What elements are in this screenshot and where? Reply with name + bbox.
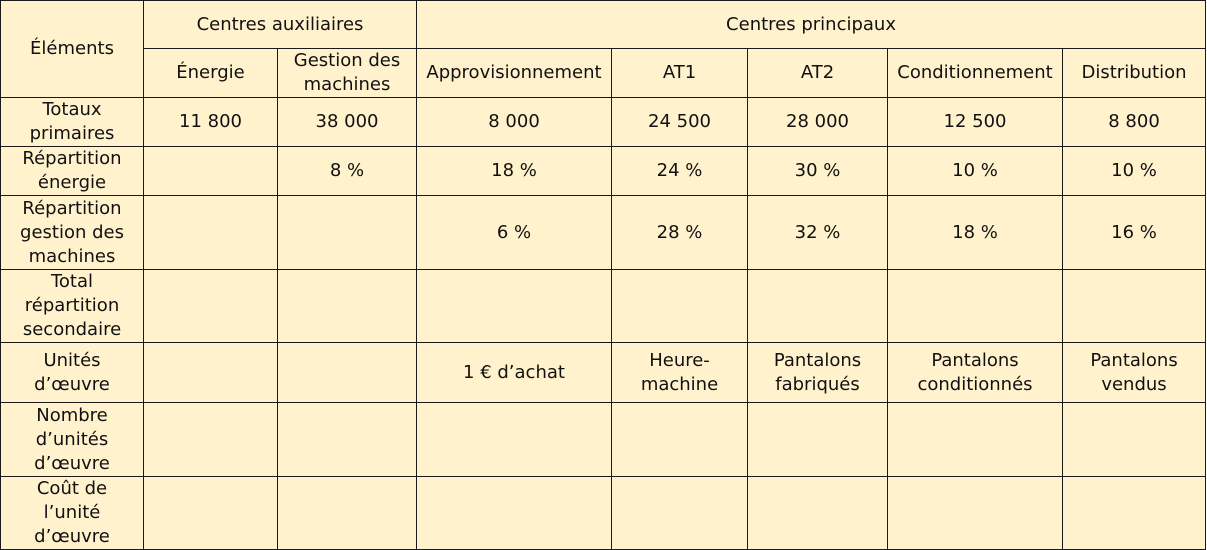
table-cell: 11 800 [144, 98, 278, 147]
table-cell: 24 500 [612, 98, 748, 147]
table-row [1, 196, 1206, 270]
header-group-auxiliary [144, 1, 417, 49]
table-cell: 8 800 [1063, 98, 1206, 147]
table-cell [888, 270, 1063, 343]
table-cell: 18 % [417, 147, 612, 196]
table-cell [748, 477, 888, 550]
table-cell: 8 000 [417, 98, 612, 147]
row-label: Unités d’œuvre [1, 343, 144, 403]
table-cell [278, 196, 417, 270]
table-row [1, 98, 1206, 147]
table-cell: 10 % [888, 147, 1063, 196]
column-header-at1: AT1 [612, 49, 748, 98]
column-header-approvisionnement: Approvisionnement [417, 49, 612, 98]
table-row [1, 343, 1206, 403]
table-cell [278, 343, 417, 403]
header-group-main-label: Centres principaux [726, 13, 896, 35]
table-cell: 28 % [612, 196, 748, 270]
table-cell: 10 % [1063, 147, 1206, 196]
column-header-gestion-machines: Gestion des machines [278, 49, 417, 98]
table-cell [888, 403, 1063, 477]
table-cell: 24 % [612, 147, 748, 196]
table-cell [612, 403, 748, 477]
table-row [1, 477, 1206, 550]
table-cell [278, 270, 417, 343]
table-cell [278, 403, 417, 477]
table-cell [888, 477, 1063, 550]
table-cell [144, 196, 278, 270]
row-label: Total répartition secondaire [1, 270, 144, 343]
table-cell: Pantalons conditionnés [888, 343, 1063, 403]
table-cell: 38 000 [278, 98, 417, 147]
table-cell: Pantalons fabriqués [748, 343, 888, 403]
table-cell [144, 477, 278, 550]
row-label: Nombre d’unités d’œuvre [1, 403, 144, 477]
table-cell: Pantalons vendus [1063, 343, 1206, 403]
table-cell [144, 343, 278, 403]
table-cell: 28 000 [748, 98, 888, 147]
column-header-at2: AT2 [748, 49, 888, 98]
table-cell: 6 % [417, 196, 612, 270]
table-row [1, 403, 1206, 477]
column-header-conditionnement: Conditionnement [888, 49, 1063, 98]
row-label: Totaux primaires [1, 98, 144, 147]
table-cell [748, 270, 888, 343]
table-cell: 32 % [748, 196, 888, 270]
table-cell: 16 % [1063, 196, 1206, 270]
table-cell [278, 477, 417, 550]
header-elements-label: Éléments [30, 38, 114, 59]
table-cell: 12 500 [888, 98, 1063, 147]
table-cell [612, 477, 748, 550]
row-label: Répartition gestion des machines [1, 196, 144, 270]
table-cell [144, 147, 278, 196]
table-cell [417, 270, 612, 343]
column-header-energie: Énergie [144, 49, 278, 98]
table-cell [417, 477, 612, 550]
header-elements [1, 1, 144, 98]
header-group-auxiliary-label: Centres auxiliaires [196, 13, 364, 35]
table-cell [1063, 477, 1206, 550]
table-cell [1063, 403, 1206, 477]
table-row [1, 270, 1206, 343]
table-row [1, 147, 1206, 196]
table-cell [1063, 270, 1206, 343]
table-cell [417, 403, 612, 477]
column-header-distribution: Distribution [1063, 49, 1206, 98]
table-cell: 8 % [278, 147, 417, 196]
table-cell: Heure- machine [612, 343, 748, 403]
table-cell: 1 € d’achat [417, 343, 612, 403]
table-cell [612, 270, 748, 343]
table-cell [144, 270, 278, 343]
row-label: Coût de l’unité d’œuvre [1, 477, 144, 550]
header-group-main [417, 1, 1206, 49]
row-label: Répartition énergie [1, 147, 144, 196]
table-cell: 30 % [748, 147, 888, 196]
table-cell: 18 % [888, 196, 1063, 270]
table-cell [748, 403, 888, 477]
table-cell [144, 403, 278, 477]
